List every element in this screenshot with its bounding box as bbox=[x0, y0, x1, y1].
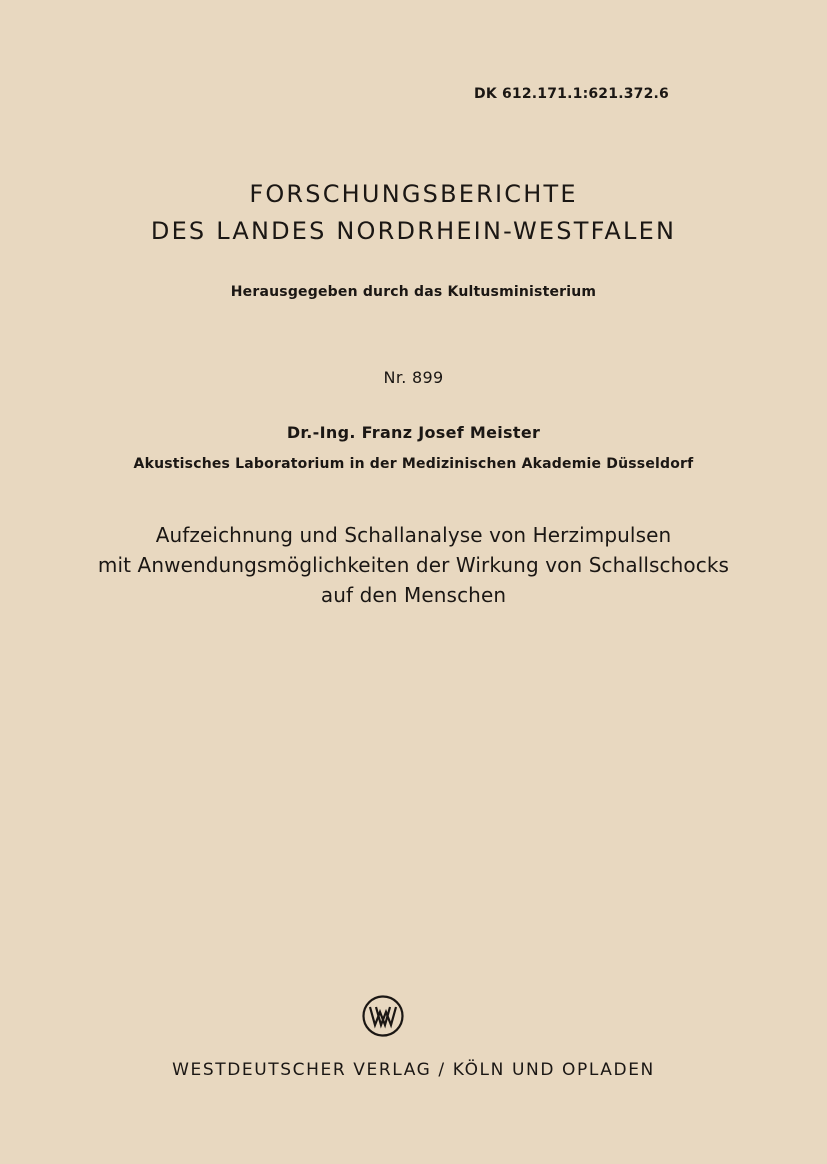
classification-code: DK 612.171.1:621.372.6 bbox=[474, 86, 669, 102]
series-title-line-1: FORSCHUNGSBERICHTE bbox=[249, 180, 578, 208]
book-title-line-1: Aufzeichnung und Schallanalyse von Herzimpulsen bbox=[155, 523, 672, 547]
series-title bbox=[0, 176, 827, 250]
book-title-line-3: auf den Menschen bbox=[320, 583, 507, 607]
book-title-line-2: mit Anwendungsmöglichkeiten der Wirkung von Schallschocks bbox=[97, 553, 730, 577]
series-title-line-2: DES LANDES NORDRHEIN-WESTFALEN bbox=[150, 217, 677, 245]
publisher-imprint: WESTDEUTSCHER VERLAG / KÖLN UND OPLADEN bbox=[172, 1060, 655, 1080]
author-name: Dr.-Ing. Franz Josef Meister bbox=[286, 423, 541, 442]
editor-line: Herausgegeben durch das Kultusministerium bbox=[230, 284, 597, 300]
issue-number: Nr. 899 bbox=[383, 368, 444, 387]
publisher-ww-logo-icon bbox=[361, 994, 405, 1038]
author-institution: Akustisches Laboratorium in der Medizinischen Akademie Düsseldorf bbox=[133, 456, 694, 472]
book-title bbox=[0, 520, 827, 610]
